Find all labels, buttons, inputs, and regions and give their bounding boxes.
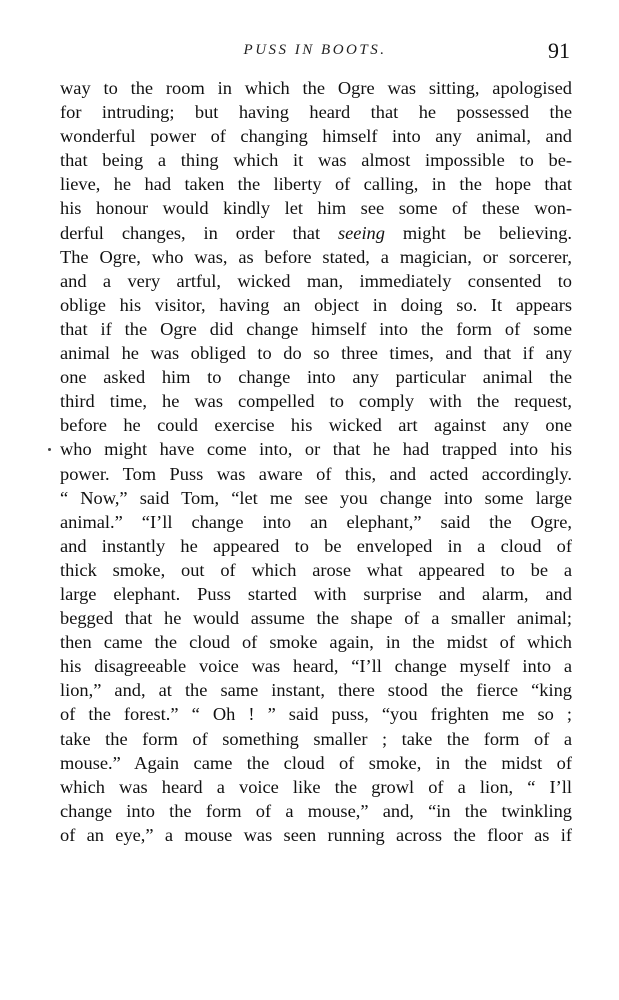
text-line: who might have come into, or that he had trapped into his	[60, 439, 572, 460]
text-line: thick smoke, out of which arose what appeared to be a	[60, 559, 572, 580]
text-line: for intruding; but having heard that he possessed the	[60, 102, 572, 123]
italic-word: seeing	[337, 222, 385, 243]
running-title: PUSS IN BOOTS.	[243, 42, 387, 58]
text-line: mouse.” Again came the cloud of smoke, in the midst of	[60, 752, 572, 773]
text-line: oblige his visitor, having an object in doing so. It appears	[60, 294, 572, 315]
text-line: and a very artful, wicked man, immediately consented to	[60, 270, 572, 291]
text-line: of the forest.” “ Oh ! ” said puss, “you frighten me so ;	[60, 704, 572, 725]
text-line: then came the cloud of smoke again, in the midst of which	[60, 632, 572, 653]
text-line: his honour would kindly let him see some of these won-	[60, 198, 572, 219]
running-head	[60, 38, 570, 68]
body-text	[60, 76, 572, 847]
text-line: lieve, he had taken the liberty of calling, in the hope that	[60, 174, 572, 195]
text-line: before he could exercise his wicked art against any one	[60, 415, 572, 436]
text-line: which was heard a voice like the growl of a lion, “ I’ll	[60, 776, 572, 797]
text-line: animal.” “I’ll change into an elephant,” said the Ogre,	[60, 511, 572, 532]
text-line: begged that he would assume the shape of a smaller animal;	[60, 608, 572, 629]
text-line: and instantly he appeared to be enveloped in a cloud of	[60, 535, 572, 556]
text-line: of an eye,” a mouse was seen running across the floor as if	[60, 824, 572, 845]
text-line: that being a thing which it was almost impossible to be-	[60, 150, 572, 171]
text-line: one asked him to change into any particular animal the	[60, 367, 572, 388]
text-line: lion,” and, at the same instant, there stood the fierce “king	[60, 680, 572, 701]
text-line-mixed	[60, 221, 572, 245]
text-segment: derful changes, in order that	[60, 222, 338, 243]
text-line: wonderful power of changing himself into any animal, and	[60, 126, 572, 147]
text-line: The Ogre, who was, as before stated, a magician, or sorcerer,	[60, 246, 572, 267]
text-line: change into the form of a mouse,” and, “in the twinkling	[60, 800, 572, 821]
text-line: take the form of something smaller ; take the form of a	[60, 728, 572, 749]
text-line: that if the Ogre did change himself into the form of some	[60, 318, 572, 339]
text-segment: might be believing.	[384, 222, 572, 243]
text-line: power. Tom Puss was aware of this, and acted accordingly.	[60, 463, 572, 484]
text-line: third time, he was compelled to comply with the request,	[60, 391, 572, 412]
margin-mark	[48, 448, 51, 451]
text-line: large elephant. Puss started with surprise and alarm, and	[60, 583, 572, 604]
text-line: his disagreeable voice was heard, “I’ll change myself into a	[60, 656, 572, 677]
text-line: way to the room in which the Ogre was sitting, apologised	[60, 78, 572, 98]
page-number: 91	[548, 38, 570, 63]
text-line: “ Now,” said Tom, “let me see you change into some large	[60, 487, 572, 508]
text-line: animal he was obliged to do so three times, and that if any	[60, 343, 572, 364]
